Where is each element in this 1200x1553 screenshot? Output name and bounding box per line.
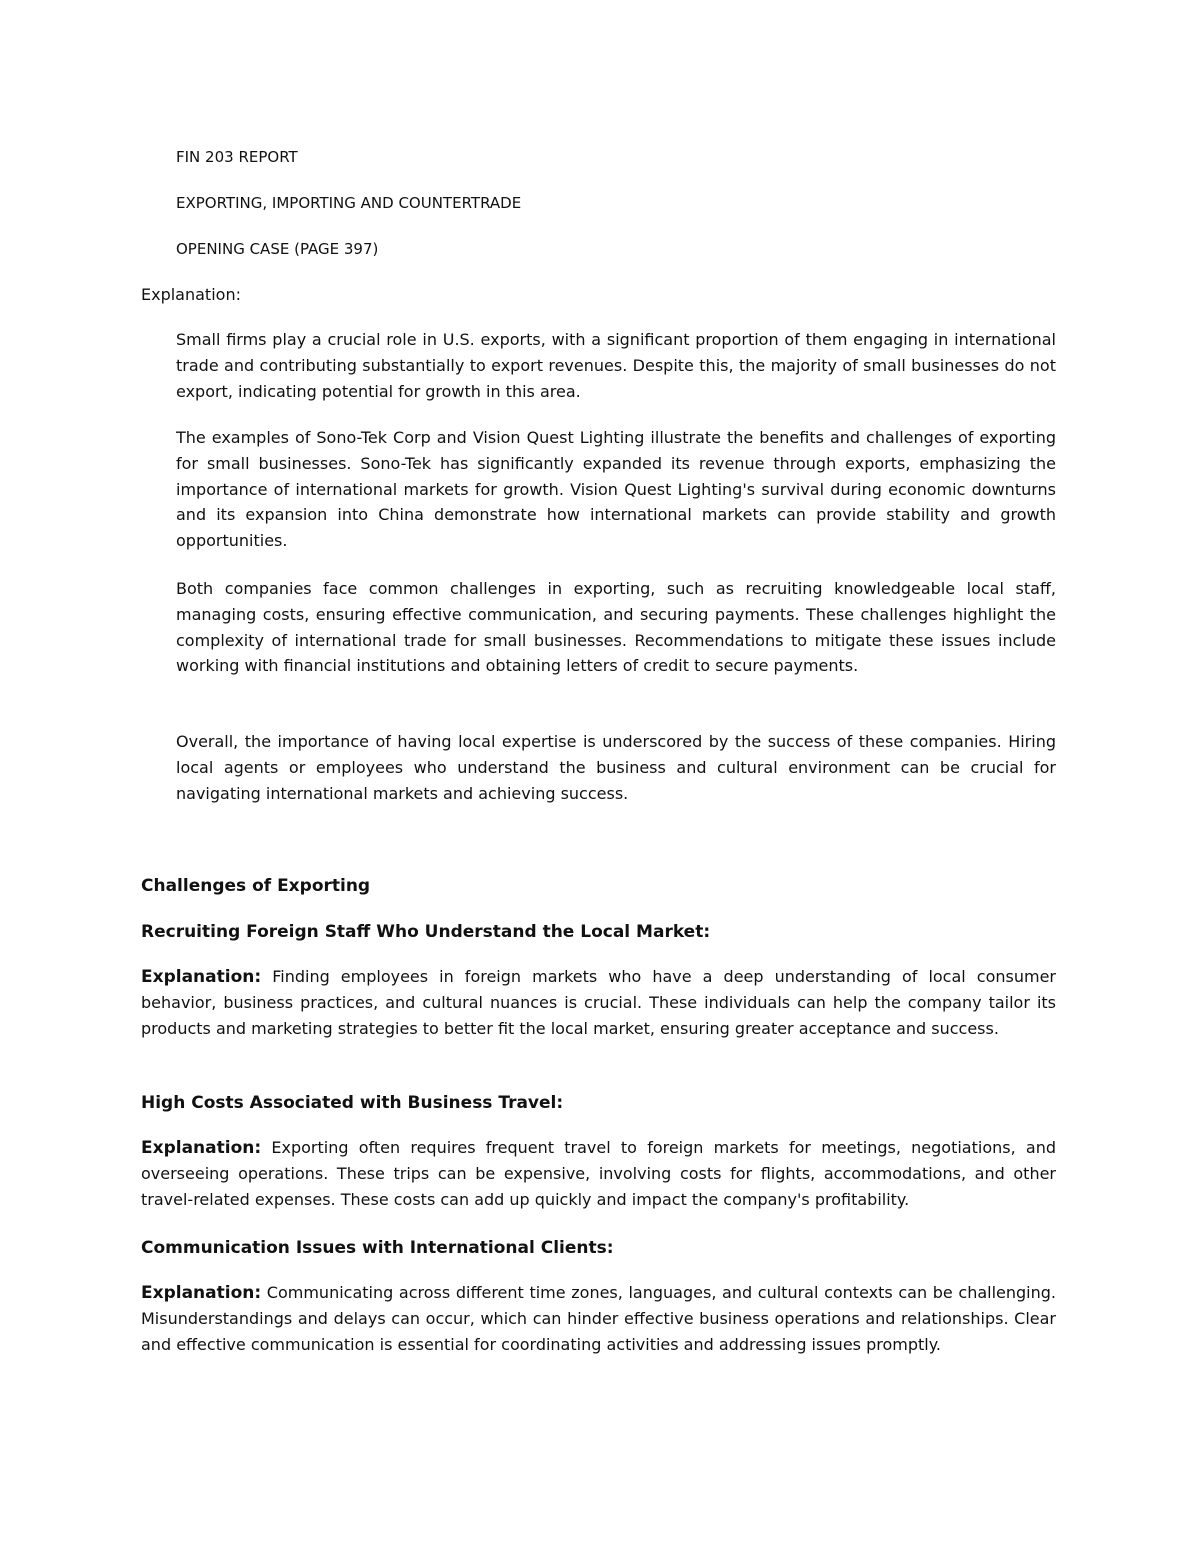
report-subtitle: EXPORTING, IMPORTING AND COUNTERTRADE (176, 194, 522, 212)
paragraph-small-firms: Small firms play a crucial role in U.S. exports, with a significant proportion of them engaging in international trade and contributing substantially to export revenues. Despite this, the majority of small businesses do not export, indicating potential for growth in this area. (176, 330, 1056, 401)
explanation-text: Exporting often requires frequent travel to foreign markets for meetings, negotiations, and overseeing operations. These trips can be expensive, involving costs for flights, accommodations, and other travel-related expenses. These costs can add up quickly and impact the company's profitability. (141, 1138, 1056, 1209)
explanation-lead: Explanation: (141, 1283, 262, 1303)
challenge-title-recruiting: Recruiting Foreign Staff Who Understand the Local Market: (141, 922, 711, 942)
section-heading: Challenges of Exporting (141, 876, 371, 896)
challenge-explanation-travel-costs (141, 1135, 1056, 1213)
challenge-explanation-recruiting (141, 964, 1056, 1042)
paragraph-common-challenges: Both companies face common challenges in exporting, such as recruiting knowledgeable local staff, managing costs, ensuring effective communication, and securing payments. These challenges highlight the complexity of international trade for small businesses. Recommendations to mitigate these issues include working with financial institutions and obtaining letters of credit to secure payments. (176, 579, 1056, 676)
paragraph-local-expertise: Overall, the importance of having local expertise is underscored by the success of these companies. Hiring local agents or employees who understand the business and cultural environment can be crucial for navigating international markets and achieving success. (176, 732, 1056, 803)
explanation-lead: Explanation: (141, 967, 262, 987)
explanation-lead: Explanation: (141, 1138, 262, 1158)
explanation-text: Finding employees in foreign markets who have a deep understanding of local consumer behavior, business practices, and cultural nuances is crucial. These individuals can help the company tailor its products and marketing strategies to better fit the local market, ensuring greater acceptance and success. (141, 967, 1056, 1038)
challenge-title-travel-costs: High Costs Associated with Business Travel: (141, 1093, 564, 1113)
explanation-text: Communicating across different time zones, languages, and cultural contexts can be challenging. Misunderstandings and delays can occur, which can hinder effective business operations and relationships. Clear and effective communication is essential for coordinating activities and addressing issues promptly. (141, 1283, 1056, 1354)
report-title: FIN 203 REPORT (176, 148, 298, 166)
explanation-label: Explanation: (141, 285, 241, 304)
paragraph-examples: The examples of Sono-Tek Corp and Vision Quest Lighting illustrate the benefits and challenges of exporting for small businesses. Sono-Tek has significantly expanded its revenue through exports, emphasizing the importance of international markets for growth. Vision Quest Lighting's survival during economic downturns and its expansion into China demonstrate how international markets can provide stability and growth opportunities. (176, 428, 1056, 551)
challenge-title-communication: Communication Issues with International Clients: (141, 1238, 614, 1258)
challenge-explanation-communication (141, 1280, 1056, 1358)
case-reference: OPENING CASE (PAGE 397) (176, 240, 379, 258)
